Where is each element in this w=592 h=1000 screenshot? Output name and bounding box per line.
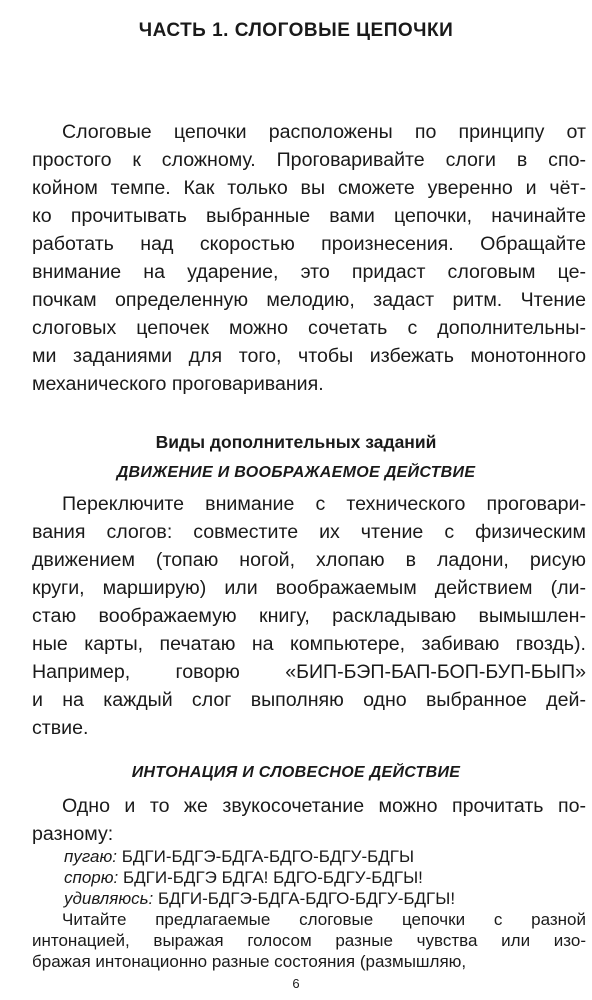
subsection1-line: круги, марширую) или воображаемым действием (ли-: [32, 577, 586, 599]
page-number: 6: [292, 976, 300, 991]
intro-line: внимание на ударение, это придаст слоговым це-: [32, 261, 586, 283]
example-text: БДГИ-БДГЭ БДГА! БДГО-БДГУ-БДГЫ!: [123, 868, 423, 887]
subsection1-line: стаю воображаемую книгу, раскладываю вымышлен-: [32, 605, 586, 627]
subsection2-line: Одно и то же звукосочетание можно прочитать по-: [62, 795, 586, 817]
intro-line: почкам определенную мелодию, задаст ритм. Чтение: [32, 289, 586, 311]
example-line: [64, 846, 584, 867]
example-text: БДГИ-БДГЭ-БДГА-БДГО-БДГУ-БДГЫ!: [153, 889, 456, 908]
intro-line: ми заданиями для того, чтобы избежать монотонного: [32, 345, 586, 367]
intro-line: койном темпе. Как только вы сможете уверенно и чёт-: [32, 177, 586, 199]
subsection2-closing-line: бражая интонационно разные состояния (размышляю,: [32, 952, 467, 971]
subsection1-line: движением (топаю ногой, хлопаю в ладони, рисую: [32, 549, 586, 571]
subsection1-line: Например, говорю «БИП-БЭП-БАП-БОП-БУП-БЫП»: [32, 661, 586, 683]
example-label: пугаю:: [64, 847, 118, 866]
example-label: спорю:: [64, 868, 119, 887]
intro-line: слоговых цепочек можно сочетать с дополнительны-: [32, 317, 586, 339]
chapter-title: ЧАСТЬ 1. СЛОГОВЫЕ ЦЕПОЧКИ: [138, 20, 454, 41]
subsection1-line: вания слогов: совместите их чтение с физическим: [32, 521, 586, 543]
example-line: [64, 867, 584, 888]
example-text: БДГИ-БДГЭ-БДГА-БДГО-БДГУ-БДГЫ: [121, 847, 415, 866]
subsection2-line: разному:: [32, 823, 114, 845]
intro-line: простого к сложному. Проговаривайте слоги в спо-: [32, 149, 586, 171]
subsection2-closing-line: интонацией, выражая голосом разные чувства или изо-: [32, 931, 586, 950]
example-line: [64, 888, 584, 909]
section-heading: Виды дополнительных заданий: [155, 432, 437, 452]
intro-line: Слоговые цепочки расположены по принципу от: [62, 121, 586, 143]
intro-line: ко прочитывать выбранные вами цепочки, начинайте: [32, 205, 586, 227]
subsection2-closing-line: Читайте предлагаемые слоговые цепочки с разной: [62, 910, 586, 929]
subsection1-line: и на каждый слог выполняю одно выбранное дей-: [32, 689, 586, 711]
subsection-heading: ДВИЖЕНИЕ И ВООБРАЖАЕМОЕ ДЕЙСТВИЕ: [116, 464, 476, 481]
subsection1-line: ные карты, печатаю на компьютере, забиваю гвоздь).: [32, 633, 586, 655]
example-label: удивляюсь:: [64, 889, 154, 908]
intro-line: механического проговаривания.: [32, 373, 324, 395]
subsection-heading: ИНТОНАЦИЯ И СЛОВЕСНОЕ ДЕЙСТВИЕ: [131, 764, 461, 781]
intro-line: работать над скоростью произнесения. Обращайте: [32, 233, 586, 255]
subsection1-line: ствие.: [32, 717, 89, 739]
subsection1-line: Переключите внимание с технического проговари-: [62, 493, 586, 515]
